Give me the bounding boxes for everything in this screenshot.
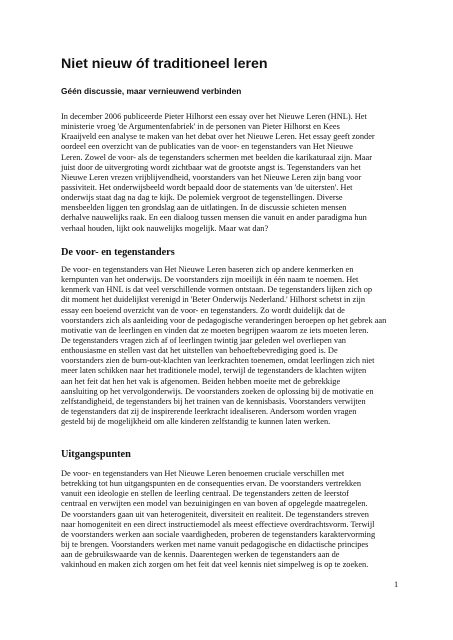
text-line: voorstanders zien de burn-out-klachten van leerkrachten toenemen, omdat leerlingen zich niet xyxy=(61,356,375,366)
text-line: bij te brengen. Voorstanders werken met name vanuit pedagogische en didactische principes xyxy=(61,539,369,549)
text-line: meer laten schikken naar het traditionele model, terwijl de tegenstanders de klachten wijten xyxy=(61,366,367,376)
text-line: kenmerk van HNL is dat veel verschillende vormen ontstaan. De tegenstanders lijken zich op xyxy=(61,285,373,295)
text-line: In december 2006 publiceerde Pieter Hilhorst een essay over het Nieuwe Leren (HNL). Het xyxy=(61,112,367,121)
section-uitgangspunten-paragraph xyxy=(61,469,401,570)
text-line: enthousiasme en stellen vast dat het uitstellen van behoeftebevrediging goed is. De xyxy=(61,346,338,356)
text-line: oordeel een overzicht van de publicaties van de voor- en tegenstanders van Het Nieuwe xyxy=(61,142,353,152)
text-line: aan de gebruikswaarde van de kennis. Daarentegen werken de tegenstanders aan de xyxy=(61,550,340,560)
text-line: vakinhoud en maken zich zorgen om het feit dat veel kennis niet simpelweg is op te zoeken. xyxy=(61,560,369,570)
text-line: gesteld bij de mogelijkheid om alle kinderen zelfstandig te kunnen laten werken. xyxy=(61,417,331,427)
text-line: essay een boeiend overzicht van de voor- en tegenstanders. Zo wordt duidelijk dat de xyxy=(61,305,345,315)
text-line: Kraaijveld een analyse te maken van het debat over het Nieuwe Leren. Het essay geeft zonder xyxy=(61,132,375,142)
intro-paragraph xyxy=(61,112,401,234)
text-line: ministerie vroeg 'de Argumentenfabriek' in de personen van Pieter Hilhorst en Kees xyxy=(61,122,340,132)
text-line: onderwijs staat dag na dag te kijk. De polemiek vergroot de tegenstellingen. Diverse xyxy=(61,193,343,203)
text-line: motivatie van de leerlingen en vinden dat ze moeten begrijpen waarom ze iets moeten leren. xyxy=(61,325,369,335)
text-line: De voorstanders gaan uit van heterogeniteit, diversiteit en realiteit. De tegenstanders streven xyxy=(61,509,369,519)
text-line: naar homogeniteit en een direct instructiemodel als meest effectieve overdrachtsvorm. Terwijl xyxy=(61,519,375,529)
page-number: 1 xyxy=(394,580,399,589)
text-line: kernpunten van het onderwijs. De voorstanders zijn moeilijk in één naam te noemen. Het xyxy=(61,275,359,285)
text-line: aansluiting op het vervolgonderwijs. De voorstanders zoeken de oplossing bij de motivatie en xyxy=(61,386,374,396)
section-heading-voor-tegenstanders: De voor- en tegenstanders xyxy=(61,247,175,258)
text-line: dit moment het duidelijkst verenigd in 'Beter Onderwijs Nederland.' Hilhorst schetst in zijn xyxy=(61,295,366,305)
text-line: Leren. Zowel de voor- als de tegenstanders schermen met beelden die karikaturaal zijn. Maar xyxy=(61,152,372,162)
text-line: De voor- en tegenstanders van Het Nieuwe Leren baseren zich op andere kenmerken en xyxy=(61,265,354,274)
section-voor-tegenstanders-paragraph xyxy=(61,265,401,427)
text-line: de voorstanders werken aan sociale vaardigheden, proberen de tegenstanders karaktervorming xyxy=(61,529,376,539)
text-line: centraal en verwijten een model van bezuinigingen en van boven af opgelegde maatregelen. xyxy=(61,499,368,509)
text-line: verhaal houden, lijkt ook nauwelijks mogelijk. Maar wat dan? xyxy=(61,223,269,233)
text-line: voorstanders zich als aanleiding voor de pedagogische veranderingen beroepen op het gebrek aan xyxy=(61,315,387,325)
text-line: passiviteit. Het onderwijsbeeld wordt bepaald door de statements van 'de uitersten'. Het xyxy=(61,182,353,192)
text-line: juist door de uitvergroting wordt zichtbaar wat de grootste angst is. Tegenstanders van het xyxy=(61,162,361,172)
text-line: vanuit een ideologie en stellen de leerling centraal. De tegenstanders zetten de leerstof xyxy=(61,489,349,499)
text-line: zelfstandigheid, de tegenstanders bij het trainen van de kennisbasis. Voorstanders verwijten xyxy=(61,396,366,406)
text-line: mensbeelden liggen ten grondslag aan de uitlatingen. In de discussie schieten mensen xyxy=(61,203,347,213)
text-line: betrekking tot hun uitgangspunten en de consequenties ervan. De voorstanders vertrekken xyxy=(61,479,362,489)
text-line: Nieuwe Leren vrezen vrijblijvendheid, voorstanders van het Nieuwe Leren zijn bang voor xyxy=(61,172,362,182)
section-heading-uitgangspunten: Uitgangspunten xyxy=(61,449,131,460)
text-line: de tegenstanders dat zij de inspirerende leerkracht idealiseren. Andersom worden vragen xyxy=(61,406,357,416)
text-line: derhalve nauwelijks raak. En een dialoog tussen mensen die vanuit en ander paradigma hun xyxy=(61,213,367,223)
text-line: De voor- en tegenstanders van Het Nieuwe Leren benoemen cruciale verschillen met xyxy=(61,469,345,478)
document-subtitle: Géén discussie, maar vernieuwend verbinden xyxy=(61,86,242,96)
document-title: Niet nieuw óf traditioneel leren xyxy=(61,56,268,72)
text-line: aan het feit dat hen het vak is afgenomen. Beiden hebben moeite met de gebrekkige xyxy=(61,376,341,386)
text-line: De tegenstanders vragen zich af of leerlingen twintig jaar geleden wel overliepen van xyxy=(61,335,346,345)
